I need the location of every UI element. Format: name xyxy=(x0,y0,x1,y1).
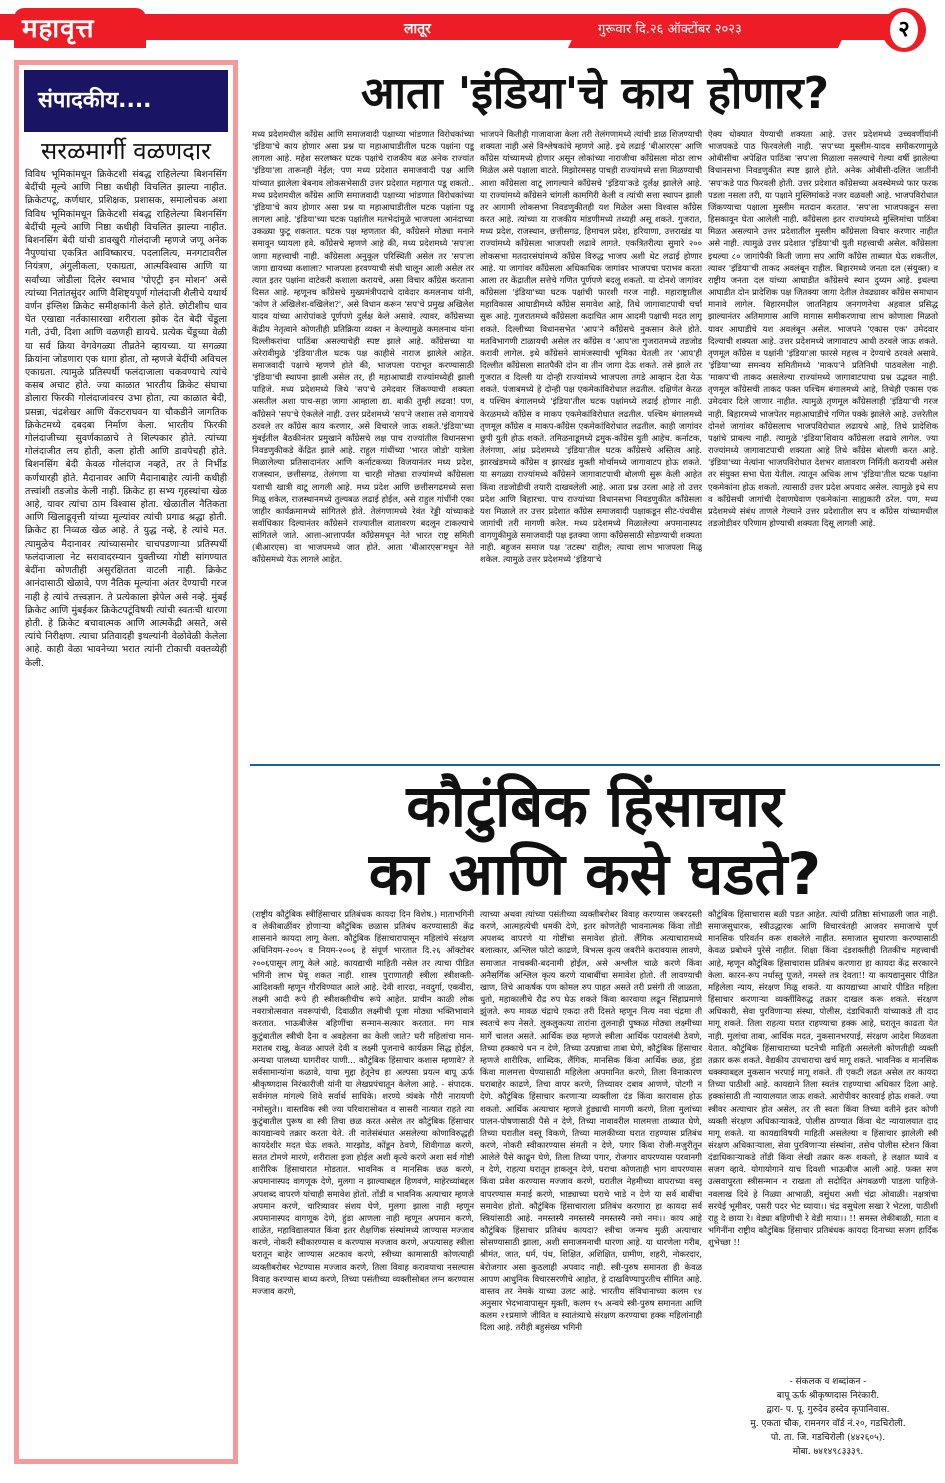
article1-column-3: ऐक्य धोक्यात येण्याची शक्यता आहे. उत्तर प्रदेशमध्ये उच्चवर्णीयांनी भाजपकडे पाठ फिरवलेली नाही. 'सप'च्या मुस्लीम-यादव समीकरणामुळे ओबीसींचा अपेक्षित पाठिंबा 'सप'ला मिळाला नसल्याचे गेल्या वर्षी झालेल्या विधानसभा निवडणुकीत स्पष्ट झाले होते. अनेक ओबीसी-दलित जातींनी 'सप'कडे पाठ फिरवली होती. उत्तर प्रदेशात कॉंग्रेसच्या अवस्थेमध्ये फार फरक पडला नसला तरी, या पक्षाने मुस्लिमांकडे नजर वळवली आहे. भाजपविरोधात जिंकण्याचा पक्षाला मुस्लीम मतदान करतात. 'सप'ला भाजपकडून सत्ता हिसकावून घेता आलेली नाही. कॉंग्रेसला इतर राज्यांमध्ये मुस्लिमांचा पाठिंबा मिळत असल्याने उत्तर प्रदेशातील मुस्लीम कॉंग्रेसला विचार करणार नाहीत असे नाही. त्यामुळे उत्तर प्रदेशात 'इंडिया'ची युती महत्त्वाची असेल. कॉंग्रेसला इथल्या ८० जागांपैकी किती जागा सप आणि कॉंग्रेस ताब्यात घेऊ शकतील, त्यावर 'इंडिया'ची ताकद अवलंबून राहील. बिहारमध्ये जनता दल (संयुक्त) व राष्ट्रीय जनता दल यांच्या आघाडीत कॉंग्रेसचे स्थान दुय्यम आहे. इथल्या आघाडीत दोन प्रादेशिक पक्ष जितक्या जागा देतील तेवढ्यावर कॉंग्रेस समाधान मानावे लागेल. बिहारमधील जातनिहाय जनगणनेचा अहवाल प्रसिद्ध झाल्यानंतर अतिमागास आणि मागास समीकरणाचा लाभ कोणाला मिळतो यावर आघाडीचे यश अवलंबून असेल. भाजपने 'एकास एक' उमेदवार दिल्याची शक्यता आहे. उत्तर प्रदेशमध्ये जागावाटप आधी ठरवले जाऊ शकते. तृणमूल कॉंग्रेस व पक्षांनी 'इंडिया'ला फारसे महत्त्व न देण्याचे ठरवले असावे. 'इंडिया'च्या समन्वय समितीमध्ये 'माकप'ने प्रतिनिधी पाठवलेला नाही. 'माकप'ची ताकद असलेल्या राज्यांमध्ये जागावाटपाचा प्रश्न उद्भवत नाही. तृणमूल कॉंग्रेसची ताकद फक्त पश्चिम बंगालमध्ये आहे, तिथेही एकास एक उमेदवार दिले जाणार नाहीत. त्यामुळे तृणमूल कॉंग्रेसलाही 'इंडिया'ची गरज नाही. बिहारमध्ये भाजपेतर महाआघाडीचे गणित पक्के झालेले आहे. उत्तरेतील दोनशे जागांवर कॉंग्रेसलाच भाजपविरोधात लढायचे आहे, तिथे प्रादेशिक पक्षांचे प्राबल्य नाही. त्यामुळे 'इंडिया'शिवाय कॉंग्रेसला लढावे लागेल. ज्या राज्यांमध्ये जागावाटपाची शक्यता आहे तिथे कॉंग्रेस बोलणी करत आहे. 'इंडिया'च्या नेत्यांना भाजपविरोधात देशभर वातावरण निर्मिती करायची असेल तर संयुक्त सभा घेता येतील. त्यातून अधिक लाभ 'इंडिया'तील घटक पक्षांना एकमेकांना होऊ शकतो. त्यासाठी उत्तर प्रदेश अपवाद असेल. त्यामुळे इथे सप व कॉंग्रेसची जागांची देवाणघेवाण एकमेकांना साह्यकारी ठरेल. पण, मध्य प्रदेशमध्ये संबंध ताणले गेल्याने उत्तर प्रदेशातील सप व कॉंग्रेस यांच्यामधील तडजोडीवर परिणाम होण्याची शक्यता दिसू लागली आहे. xyxy=(708,129,938,528)
article1-column-2: भाजपने कितीही गाजावाजा केला तरी तेलंगणामध्ये त्यांची डाळ शिजण्याची शक्यता नाही असे विश्लेषकांचे म्हणणे आहे. इथे लढाई 'बीआरएस' आणि कॉंग्रेस यांच्यामध्ये होणार असून लोकांच्या नाराजीचा कॉंग्रेसला मोठा लाभ मिळेल असे पक्षाला वाटते. मिझोरमसह पाचही राज्यांमध्ये सत्ता मिळण्याची आशा कॉंग्रेसला वाटू लागल्याने कॉंग्रेसचे 'इंडिया'कडे दुर्लक्ष झालेले आहे. या राज्यांमध्ये कॉंग्रेसने चांगली कामगिरी केली व त्यांची सत्ता स्थापन झाली तर आगामी लोकसभा निवडणुकीतही यश मिळेल असा विश्वास कॉंग्रेस करत आहे. त्यांच्या या राजकीय मांडणीमध्ये तथ्यही असू शकते. गुजरात, मध्य प्रदेश, राजस्थान, छत्तीसगढ, हिमाचल प्रदेश, हरियाणा, उत्तराखंड या राज्यांमध्ये कॉंग्रेसला भाजपशी लढावे लागते. एकत्रितरीत्या सुमारे २०० लोकसभा मतदारसंघांमध्ये कॉंग्रेस विरुद्ध भाजप अशी थेट लढाई होणार आहे. या जागांवर कॉंग्रेसला अधिकाधिक जागांवर भाजपचा पराभव करता आला तर केंद्रातील सत्तेचे गणित पूर्णपणे बदलू शकतो. या दोनशे जागांवर कॉंग्रेसला 'इंडिया'च्या घटक पक्षांची फारशी गरज नाही. महाराष्ट्रातील महाविकास आघाडीमध्ये कॉंग्रेस समावेश आहे, तिथे जागावाटपाची चर्चा सुरू आहे. गुजरातमध्ये कॉंग्रेसला कदाचित आम आदमी पक्षाची मदत लागू शकते. दिल्लीच्या विधानसभेत 'आप'ने कॉंग्रेसचे नुकसान केले होते. मतविभागणी टाळायची असेल तर कॉंग्रेस व 'आप'ला गुजरातमध्ये तडजोड करावी लागेल. इथे कॉंग्रेसने सामंजस्याची भूमिका घेतली तर 'आप'ही दिल्लीत कॉंग्रेसला सातपैकी दोन वा तीन जागा देऊ शकते. तसे झाले तर गुजरात व दिल्ली या दोन्ही राज्यांमध्ये भाजपला तगडे आव्हान देता येऊ शकते. पंजाबमध्ये हे दोन्ही पक्ष एकमेकांविरोधात लढतील. दक्षिणेत केरळ व पश्चिम बंगालमध्ये 'इंडिया'तील घटक पक्षांमध्ये लढाई होणार नाही. केरळमध्ये कॉंग्रेस व माकप एकमेकांविरोधात लढतील. पश्चिम बंगालमध्ये तृणमूल कॉंग्रेस व माकप-कॉंग्रेस एकमेकांविरोधात लढतील. काही जागांवर छुपी युती होऊ शकते. तमिळनाडूमध्ये द्रमुक-कॉंग्रेस युती आहेच. कर्नाटक, तेलंगणा, आंध्र प्रदेशमध्ये 'इंडिया'तील घटक कॉंग्रेसचे अस्तित्व आहे. झारखंडमध्ये कॉंग्रेस व झारखंड मुक्ती मोर्चामध्ये जागावाटप होऊ शकते. या सगळ्या राज्यांमध्ये कॉंग्रेसने जागावाटपाची बोलणी सुरू केली आहेत किंवा तडजोडीची तयारी दाखवलेली आहे. आता प्रश्न उरला आहे तो उत्तर प्रदेश आणि बिहारचा. पाच राज्यांच्या विधानसभा निवडणुकीत कॉंग्रेसला यश मिळाले तर उत्तर प्रदेशात कॉंग्रेस समाजवादी पक्षाकडून सीट-पंचवीस जागांची तरी मागणी करेल. मध्य प्रदेशमध्ये मिळालेल्या अपमानास्पद वागणुकीमुळे समाजवादी पक्ष इतक्या जागा कॉंग्रेससाठी सोडण्याची शक्यता नाही. बहुजन समाज पक्ष 'तटस्थ' राहील; त्याचा लाभ भाजपला मिळू शकेल. त्यामुळे उत्तर प्रदेशमध्ये 'इंडिया'चे xyxy=(480,129,702,565)
editorial-section-label: संपादकीय.... xyxy=(24,70,228,132)
article2-column-1: (राष्ट्रीय कौटुंबिक स्त्रीहिंसाचार प्रतिबंधक कायदा दिन विशेष.) माताभगिनी व लेकीबाळींवर होणाऱ्या कौटुंबिक छळास प्रतिबंध करण्यासाठी केंद्र शासनाने कायदा लागू केला. कौटुंबिक हिंसाचारापासून महिलांचे संरक्षण अधिनियम-२००५ व नियम-२००६ हे संपूर्ण भारतात दि.२६ ऑक्टोबर २००६पासून लागू केले आहे. कायद्याची माहिती नसेल तर त्याचा पीडित भगिनी लाभ घेवू शकत नाही. शास्त्र पुराणातही स्त्रीला स्त्रीशक्ती-आदिशक्ती म्हणून गौरविण्यात आले आहे. देवी शारदा, नवदुर्गा, एकवीरा, लक्ष्मी आदी रूपे ही स्त्रीशक्तीचीच रूपे आहेत. प्राचीन काळी लोक नवरात्रोत्सवात नवरूपांची, दिवाळीत लक्ष्मीची पूजा मोठ्या भक्तिभावाने करतात. भाऊबीजेस बहिणींचा सन्मान-सत्कार करतात. मग मात्र कुटुंबातील स्त्रीची दैना व अवहेलना का केली जाते? घरी महिलांचा मान-मरातब राखू, केवळ आपले देवी व लक्ष्मी पूजनाचे कार्यक्रम सिद्ध होईल, अन्यथा पालथ्या घागरीवर पाणी... कौटुंबिक हिंसाचार कशास म्हणावे? ते सर्वसामान्यांना कळावे, याचा मुद्दा हेतूनेच हा अल्पसा प्रयत्न बापू ऊर्फ श्रीकृष्णदास निरंकारीजी यांनी या लेखप्रपंचातून केलेला आहे. - संपादक. सर्वमंगल मांगल्ये शिवे सर्वार्थ साधिके। शरण्ये त्र्यंबके गौरी नारायणी नमोस्तुते।। वास्तविक स्त्री ज्या परिवारासोबत व सासरी नात्यात राहते त्या कुटुंबातील पुरूष वा स्त्री तिचा छळ करत असेल तर कौटुंबिक हिंसाचार कायद्यान्वये तक्रार करता येते. ती नातेसंबंधात असलेल्या कोणाविरुद्धही कायदेशीर मदत घेऊ शकते. मारझोड, कोंडून ठेवणे, शिवीगाळ करणे, सतत टोमणे मारणे, शरीराला इजा होईल अशी कृत्ये करणे अशा सर्व गोष्टी शारीरिक हिंसाचारात मोडतात. भावनिक व मानसिक छळ करणे, अपमानास्पद वागणूक देणे, मुलगा न झाल्याबद्दल हिणवणे, माहेरच्यांबद्दल अपशब्द वापरणे यांचाही समावेश होतो. तोंडी व भावनिक अत्याचार म्हणजे अपमान करणे, चारित्र्यावर संशय घेणे, मुलगा झाला नाही म्हणून अपमानास्पद वागणूक देणे, हुंडा आणला नाही म्हणून अपमान करणे, शाळेत, महाविद्यालयात किंवा इतर शैक्षणिक संस्थांमध्ये जाण्यास मज्जाव करणे, नोकरी स्वीकारण्यास व करण्यास मज्जाव करणे, अपत्यासह स्त्रीला घरातून बाहेर जाण्यास अटकाव करणे, स्त्रीच्या कामासाठी कोणत्याही व्यक्तीबरोबर भेटण्यास मज्जाव करणे, तिला विवाह करावयाचा नसल्यास विवाह करण्यास बाध्य करणे, तिच्या पसंतीच्या व्यक्तीसोबत लग्न करण्यास मज्जाव करणे, xyxy=(252,909,474,1296)
page-number-badge xyxy=(882,8,926,52)
editorial-box xyxy=(14,60,238,1464)
editorial-body: विविध भूमिकांमधून क्रिकेटशी संबद्ध राहिलेल्या बिशनसिंग बेदींची मूल्ये आणि निष्ठा कधीही विचलित झाल्या नाहीत. क्रिकेटपटू, कर्णधार, प्रशिक्षक, प्रशासक, समालोचक अशा विविध भूमिकांमधून क्रिकेटशी संबद्ध राहिलेल्या बिशनसिंग बेदींची मूल्ये आणि निष्ठा कधीही विचलित झाल्या नाहीत. बिशनसिंग बेदी यांची डावखुरी गोलंदाजी म्हणजे जणू अनेक नैपुण्यांचा एकत्रित आविष्कारच. पदलालित्य, मनगटावरील नियंत्रण, अंगुलीकला, एकाग्रता, आत्मविश्वास आणि या सर्वांच्या जोडीला दिलेर स्वभाव 'पोएट्री इन मोशन' असे त्यांच्या नितांतसुंदर आणि वैशिष्ट्यपूर्ण गोलंदाजी शैलीचे यथार्थ वर्णन इंग्लिश क्रिकेट समीक्षकांनी केले होते. छोटीशीच धाव घेत एखाद्या नर्तकासारखा शरीराला झोक देत बेदी चेंडूला गती, उंची, दिशा आणि वळणही द्यायचे. प्रत्येक चेंडूच्या वेळी या सर्व क्रिया वेगवेगळ्या तीव्रतेने व्हायच्या. या सगळ्या क्रियांना जोडणारा एक धागा होता, तो म्हणजे बेदींची अविचल एकाग्रता. त्यामुळे प्रतिस्पर्धी फलंदाजाला चकवण्याचे त्यांचे कसब अचाट होते. ज्या काळात भारतीय क्रिकेट संघाचा डोलारा फिरकी गोलंदाजांवरच उभा होता, त्या काळात बेदी, प्रसन्ना, चंद्रशेखर आणि वेंकटराघवन या चौकडीने जागतिक क्रिकेटमध्ये दबदबा निर्माण केला. भारतीय फिरकी गोलंदाजीच्या सुवर्णकाळाचे ते शिल्पकार होते. त्यांच्या गोलंदाजीत लय होती, कला होती आणि डावपेचही होते. बिशनसिंग बेदी केवळ गोलंदाज नव्हते, तर ते निर्भीड कर्णधारही होते. मैदानावर आणि मैदानाबाहेर त्यांनी कधीही तत्त्वांशी तडजोड केली नाही. क्रिकेट हा सभ्य गृहस्थांचा खेळ आहे, यावर त्यांचा ठाम विश्वास होता. खेळातील नैतिकता आणि खिलाडूवृत्ती यांच्या मूल्यांवर त्यांची प्रगाढ श्रद्धा होती. क्रिकेट हा निव्वळ खेळ आहे. ते युद्ध नव्हे, हे त्यांचे मत. त्यामुळेच मैदानावर त्यांच्यासमोर चाचपडणाऱ्या प्रतिस्पर्धी फलंदाजाला नेट सरावादरम्यान युक्तीच्या गोष्टी सांगण्यात बेदींना कोणतीही असुरक्षितता वाटली नाही. क्रिकेट आनंदासाठी खेळावे, पण नैतिक मूल्यांना अंतर देण्याची गरज नाही हे त्यांचे तत्त्वज्ञान. ते प्रत्येकाला झेपेल असे नव्हे. मुंबई क्रिकेट आणि मुंबईकर क्रिकेटपटूंविषयी त्यांची स्वतःची धारणा होती. हे क्रिकेट बचावात्मक आणि आत्मकेंद्री असते, असे त्यांचे निरीक्षण. त्याचा प्रतिवादही इथल्यांनी वेळोवेळी केलेला आहे. काही वेळा भावनेच्या भरात त्यांनी टोकाची वक्तव्येही केली. xyxy=(25,169,227,669)
article2-headline xyxy=(250,772,940,908)
signature-line: मु. एकता चौक, रामनगर वॉर्ड नं.२०, गडचिरोली. xyxy=(750,1419,906,1429)
article1-column-1: मध्य प्रदेशमधील कॉंग्रेस आणि समाजवादी पक्षाच्या भांडणात विरोधकांच्या 'इंडिया'चे काय होणार असा प्रश्न या महाआघाडीतील घटक पक्षांना पडू लागला आहे. महेश सरलष्कर घटक पक्षांचे राजकीय बळ अनेक राज्यांत 'इंडिया'ला तारूनही नेईल; पण मध्य प्रदेशात समाजवादी पक्ष आणि यांच्यात झालेला बेबनाव लोकसभेसाठी उत्तर प्रदेशात महागात पडू शकतो.. मध्य प्रदेशमधील कॉंग्रेस आणि समाजवादी पक्षाच्या भांडणात विरोधकांच्या 'इंडिया'चे काय होणार असा प्रश्न या महाआघाडीतील घटक पक्षांना पडू लागला आहे. 'इंडिया'च्या घटक पक्षांतील मतभेदांमुळे भाजपला आनंदाच्या उकळ्या फुटू शकतात. घटक पक्ष म्हणतात की, कॉंग्रेसने मोठ्या मनाने समावून घ्यायला हवे. कॉंग्रेसचे म्हणणे आहे की, मध्य प्रदेशमध्ये 'सप'ला जागा महत्त्वाची नाही. कॉंग्रेसला अनुकूल परिस्थिती असेल तर 'सप'ला जागा द्यायच्या कशाला? भाजपला हरवण्याची संधी चालून आली असेल तर त्यात इतर पक्षांना वाटेकरी कशाला करायचे, असा विचार कॉंग्रेस करताना दिसत आहे. म्हणूनच कॉंग्रेसचे मुख्यमंत्रीपदाचे दावेदार कमलनाथ यांनी, 'कोण ते अखिलेश-वखिलेश?', असे विधान करून 'सप'चे प्रमुख अखिलेश यादव यांच्या आरोपांकडे पूर्णपणे दुर्लक्ष केले असावे. त्यावर, कॉंग्रेसच्या केंद्रीय नेतृत्वाने कोणतीही प्रतिक्रिया व्यक्त न केल्यामुळे कमलनाथ यांना दिल्लीकरांचा पाठिंबा असल्याचेही स्पष्ट झाले आहे. कॉंग्रेसच्या या अरेरावीमुळे 'इंडिया'तील घटक पक्ष काहीसे नाराज झालेले आहेत. समाजवादी पक्षाचे म्हणणे होते की, भाजपला पराभूत करण्यासाठी 'इंडिया'ची स्थापना झाली असेल तर, ही महाआघाडी राज्यांमध्येही झाली पाहिजे. मध्य प्रदेशमध्ये जिथे 'सप'चे उमेदवार जिंकण्याची शक्यता असतील अशा पाच-सहा जागा आम्हाला द्या. बाकी तुम्ही लढवा! पण, कॉंग्रेसने 'सप'चे ऐकलेले नाही. उत्तर प्रदेशमध्ये 'सप'ने जशास तसे वागायचे ठरवले तर कॉंग्रेस काय करणार, असे विचारले जाऊ शकते.'इंडिया'च्या मुंबईतील बैठकीनंतर प्रमुखाने कॉंग्रेसचे लक्ष पाच राज्यांतील विधानसभा निवडणुकीकडे केंद्रित झाले आहे. राहुल गांधींच्या 'भारत जोडो' यात्रेला मिळालेल्या प्रतिसादानंतर आणि कर्नाटकच्या विजयानंतर मध्य प्रदेश, राजस्थान, छत्तीसगढ, तेलंगणा या चारही मोठ्या राज्यांमध्ये कॉंग्रेसला यशाची खात्री वाटू लागली आहे. मध्य प्रदेश आणि छत्तीसगढमध्ये सत्ता मिळू शकेल, राजस्थानमध्ये तुल्यबळ लढाई होईल, असे राहुल गांधींनी एका जाहीर कार्यक्रमामध्ये सांगितले होते. तेलंगणामध्ये रेवंत रेड्डी यांच्याकडे सर्वाधिकार दिल्यानंतर कॉंग्रेसने राज्यातील वातावरण बदलून टाकल्याचे सांगितले जाते. आत्ता-आत्तापर्यंत कॉंग्रेसमधून नेते भारत राष्ट्र समिती (बीआरएस) वा भाजपमध्ये जात होते. आता 'बीआरएस'मधून नेते कॉंग्रेसमध्ये येऊ लागले आहेत. xyxy=(252,129,474,565)
article2-headline-line1: कौटुंबिक हिंसाचार xyxy=(406,772,784,840)
article1-headline: आता 'इंडिया'चे काय होणार? xyxy=(361,68,829,119)
section-divider xyxy=(250,764,940,766)
article2-signature xyxy=(712,1375,944,1459)
newspaper-logo: महावृत्त xyxy=(22,14,95,44)
masthead xyxy=(0,0,945,56)
signature-line: द्वारा- प. पू. गुरुदेव हस्देव कृपानिवास. xyxy=(766,1405,890,1415)
signature-line: - संकलक व शब्दांकन - xyxy=(789,1377,867,1387)
article2-column-3: कौटुंबिक हिंसाचारास बळी पडत आहेत. त्यांची प्रतिष्ठा सांभाळली जात नाही. समाजसुधारक, स्त्रीउद्धारक आणि विचारवंतही आजवर समाजाचे पूर्ण मानसिक परिवर्तन करू शकलेले नाहीत. समाजात सुधारणा करण्यासाठी केवळ प्रबोधने पुरेसे नाहीत. शिक्षा किंवा दंडशक्तीही तितकीच महत्त्वाची आहे, म्हणून कौटुंबिक हिंसाचारास प्रतिबंध करणारा हा कायदा केंद्र सरकारने केला. कारन-रूप नर्धास्तु पूजते, नमस्ते तत्र देवता!! या कायद्यानुसार पीडित महिलेला न्याय, संरक्षण मिळू शकते. या कायद्याच्या आधारे पीडित महिला हिंसाचार करणाऱ्या व्यक्तींविरुद्ध तक्रार दाखल करू शकते. संरक्षण अधिकारी, सेवा पुरविणाऱ्या संस्था, पोलीस, दंडाधिकारी यांच्याकडे ती दाद मागू शकते. तिला राहत्या घरात राहण्याचा हक्क आहे, घरातून काढता येत नाही. मुलांचा ताबा, आर्थिक मदत, नुकसानभरपाई, संरक्षण आदेश मिळवता येतात. कौटुंबिक हिंसाचाराच्या घटनेची माहिती असलेली कोणतीही व्यक्ती तक्रार करू शकते. वैद्यकीय उपचाराचा खर्च मागू शकते. भावनिक व मानसिक धक्क्याबद्दल नुकसान भरपाई मागू शकते. ती एकटी लढत असेल तर कायदा तिच्या पाठीशी आहे. कायद्याने तिला स्वतंत्र राहण्याचा अधिकार दिला आहे. हक्कांसाठी ती न्यायालयात जाऊ शकते. आरोपीवर कारवाई होऊ शकते. ज्या स्त्रीवर अत्याचार होत असेल, तर ती स्वतः किंवा तिच्या वतीने इतर कोणी व्यक्ती संरक्षण अधिकाऱ्याकडे, पोलीस ठाण्यात किंवा थेट न्यायालयात दाद मागू शकते. या कायद्याविषयी माहिती असलेल्या व हिंसाचार झालेली स्त्री संरक्षण अधिकाऱ्याला, सेवा पुरविणाऱ्या संस्थांना, तसेच पोलीस स्टेशन किंवा दंडाधिकाऱ्याकडे तोंडी किंवा लेखी तक्रार करू शकतो, हे लक्षात घ्यावे व सजग व्हावे. योगायोगाने याच दिवशी भाऊबीज आली आहे. फक्त सण उत्सवापुरता स्त्रीसन्मान न राखता तो सदोदित अंगवळणी पाडला पाहिजे- नवलाख दिवे हे निळ्या आभाळी, वसुंधरा अशी चंद्रा ओवाळी। नक्षत्रांचा सरयेई भूमीवर, पसरी पदर भेट घ्याया।। चंद्र वसुधेला सखा रे भेटला, पाठीशी राहू दे छाया रे। वेड्या बहिणीची रे वेडी माया।। !! समस्त लेकीबाळी, माता व भगिनींना राष्ट्रीय कौटुंबिक हिंसाचार प्रतिबंधक कायदा दिनाच्या सजग हार्दिक शुभेच्छा !! xyxy=(708,909,938,1248)
edition-city: लातूर xyxy=(404,21,431,37)
signature-line: बापू ऊर्फ श्रीकृष्णदास निरंकारी. xyxy=(776,1391,880,1401)
signature-line: पो. ता. जि. गडचिरोली (४४२६०५). xyxy=(770,1433,886,1443)
page-number: २ xyxy=(890,12,918,48)
article2-headline-line2: का आणि कसे घडते? xyxy=(368,840,822,908)
issue-date: गुरूवार दि.२६ ऑक्टोंबर २०२३ xyxy=(598,22,742,37)
editorial-title: सरळमार्गी वळणदार xyxy=(41,137,211,165)
signature-line: मोबा. ७४१४९८३३३९. xyxy=(792,1447,864,1457)
article2-column-2: त्याच्या अथवा त्यांच्या पसंतीच्या व्यक्तीबरोबर विवाह करण्यास जबरदस्ती करणे, आत्महत्येची धमकी देणे, इतर कोणतेही भावनात्मक किंवा तोंडी अपशब्द वापरणे या गोष्टींचा समावेश होतो. लैंगिक अत्याचारामध्ये बलात्कार, अश्लिल फोटो काढणे, बिभत्स कृत्य जबरीने करावयास लावणे, समाजात नाचक्की-बदनामी होईल, असे अश्लील चाळे करणे किंवा अनैसर्गिक अश्लिल कृत्य करणे याबाबींचा समावेश होतो. ती लावण्याची खाण, तिचे आकर्षक पण कोमल रुप पाहत असते तरी प्रसंगी ती जाळता, धुतो, महाकालीचे रौद्र रुप घेऊ शकते किंवा कारवाया लढून सिंहाप्रमाणे झुंजते. रूप मावळ चंद्राचे एकदा तरी दिसते म्हणून नित्य नवा चंद्रमा ती स्वतःचे रूप नेसते. लुकलुकत्या तारांना तुलनाही पुष्कळ मोठ्या लक्ष्मीच्या मार्गे चालत असते. आर्थिक छळ म्हणजे स्त्रीला आर्थिक परावलंबी ठेवणे, तिच्या हक्काचे धन न देणे, तिच्या उत्पन्नाचा ताबा घेणे, कौटुंबिक हिंसाचार म्हणजे शारीरिक, शाब्दिक, लैंगिक, मानसिक किंवा आर्थिक छळ, हुंडा किंवा मालमत्ता घेण्यासाठी महिलेला अपमानित करणे, तिला विनाकारण घराबाहेर काढणे, तिचा वापर करणे, तिच्यावर दबाव आणणे, पोटगी न देणे. कौटुंबिक हिंसाचार करणाऱ्या व्यक्तीला दंड किंवा कारावास होऊ शकतो. आर्थिक अत्याचार म्हणजे हुंड्याची मागणी करणे, तिला मुलांच्या पालन-पोषणासाठी पैसे न देणे, तिच्या नावावरील मालमत्ता ताब्यात घेणे, तिच्या घरातील वस्तू विकणे, तिच्या मालकीच्या घरात राहण्यास प्रतिबंध करणे, नोकरी स्वीकारण्यास संमती न देणे, पगार किंवा रोजी-मजुरीतून आलेले पैसे काढून घेणे, तिला तिच्या पगार, रोजगार वापरण्यास परवानगी न देणे, राहत्या घरातून हाकलून देणे, घराचा कोणताही भाग वापरण्यास किंवा प्रवेश करण्यास मज्जाव करणे, घरातील नेहमीच्या वापराच्या वस्तू वापरण्यास मनाई करणे, भाड्याच्या घराचे भाडे न देणे या सर्व बाबींचा समावेश होतो. कौटुंबिक हिंसाचाराला प्रतिबंध करणारा हा कायदा सर्व स्त्रियांसाठी आहे. नमस्तस्यै नमस्तस्यै नमस्तस्यै नमो नमः।। काय आहे कौटुंबिक हिंसाचार प्रतिबंध कायदा? स्त्रीचा जन्मच मुळी अत्याचार सोसण्यासाठी झाला, अशी समाजमनाची धारणा आहे. या धारणेला गरीब, श्रीमंत, जात, धर्म, पंथ, शिक्षित, अशिक्षित, ग्रामीण, शहरी, नोकरदार, बेरोजगार असा कुठलाही अपवाद नाही. स्त्री-पुरुष समानता ही केवळ आपण आधुनिक विचारसरणीचे आहोत, हे दाखविण्यापुरतीच सीमित आहे. वास्तव तर नेमके याच्या उलट आहे. भारतीय संविधानाच्या कलम १४ अनुसार भेदभावापासून मुक्ती, कलम १५ अन्वये स्त्री-पुरुष समानता आणि कलम २१प्रमाणे जीवित व स्वातंत्र्याचे संरक्षण करण्याचा हक्क महिलांनाही दिला आहे. तरीही बहुसंख्य भगिनी xyxy=(480,909,702,1333)
